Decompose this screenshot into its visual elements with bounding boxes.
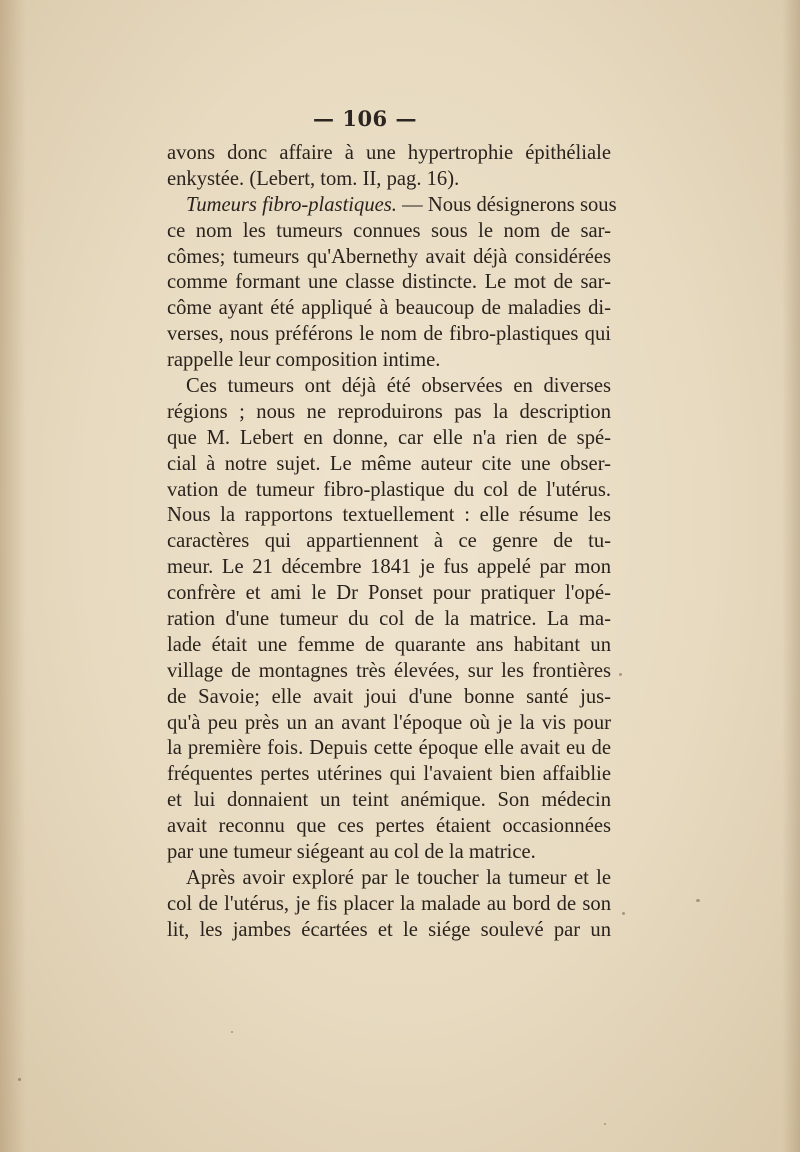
text-line: lade était une femme de quarante ans habitant un	[167, 633, 611, 656]
edge-shadow	[782, 0, 800, 1152]
text-line: confrère et ami le Dr Ponset pour pratiquer l'opé-	[167, 582, 611, 605]
binding-shadow	[0, 0, 26, 1152]
text-line: Ces tumeurs ont déjà été observées en diverses	[186, 375, 611, 398]
text-line: cômes; tumeurs qu'Abernethy avait déjà considérées	[167, 245, 611, 268]
text-line: la première fois. Depuis cette époque elle avait eu de	[167, 737, 611, 760]
text-line: ce nom les tumeurs connues sous le nom de sar-	[167, 219, 611, 242]
text-line: régions ; nous ne reproduirons pas la description	[167, 400, 611, 423]
paper-speck	[604, 1123, 606, 1125]
text-line: côme ayant été appliqué à beaucoup de maladies di-	[167, 297, 611, 320]
paper-speck	[18, 1078, 21, 1081]
text-line: meur. Le 21 décembre 1841 je fus appelé par mon	[167, 556, 611, 579]
page-number: — 106 —	[313, 106, 417, 131]
text-line: de Savoie; elle avait joui d'une bonne santé jus-	[167, 685, 611, 708]
text-line	[167, 193, 617, 219]
text-line: col de l'utérus, je fis placer la malade au bord de son	[167, 892, 611, 915]
text-line: Après avoir exploré par le toucher la tumeur et le	[186, 866, 611, 889]
section-heading: Tumeurs fibro-plastiques.	[186, 193, 397, 216]
text-line: village de montagnes très élevées, sur les frontières	[167, 659, 611, 682]
text-line: ration d'une tumeur du col de la matrice. La ma-	[167, 608, 611, 631]
text-line: fréquentes pertes utérines qui l'avaient bien affaiblie	[167, 763, 611, 786]
body-text	[167, 141, 617, 944]
text-line: avait reconnu que ces pertes étaient occasionnées	[167, 815, 611, 838]
text-line: cial à notre sujet. Le même auteur cite une obser-	[167, 452, 611, 475]
paper-speck	[622, 912, 625, 915]
paper-speck	[619, 673, 622, 676]
text-line: qu'à peu près un an avant l'époque où je la vis pour	[167, 711, 611, 734]
text-line: et lui donnaient un teint anémique. Son médecin	[167, 789, 611, 812]
text-line: Nous la rapportons textuellement : elle résume les	[167, 504, 611, 527]
text-line: caractères qui appartiennent à ce genre de tu-	[167, 530, 611, 553]
text-line: comme formant une classe distincte. Le mot de sar-	[167, 271, 611, 294]
text-line: rappelle leur composition intime.	[167, 349, 441, 372]
paper-speck	[231, 1031, 233, 1033]
text-line: par une tumeur siégeant au col de la matrice.	[167, 841, 536, 864]
text-line: enkystée. (Lebert, tom. II, pag. 16).	[167, 167, 460, 190]
text-line-rest: — Nous désignerons sous	[402, 193, 617, 216]
text-line: verses, nous préférons le nom de fibro-plastiques qui	[167, 323, 611, 346]
text-line: que M. Lebert en donne, car elle n'a rien de spé-	[167, 426, 611, 449]
text-line: lit, les jambes écartées et le siége soulevé par un	[167, 918, 611, 941]
text-line: avons donc affaire à une hypertrophie épithéliale	[167, 142, 611, 164]
text-line: vation de tumeur fibro-plastique du col de l'utérus.	[167, 478, 611, 501]
paper-speck	[696, 899, 700, 902]
